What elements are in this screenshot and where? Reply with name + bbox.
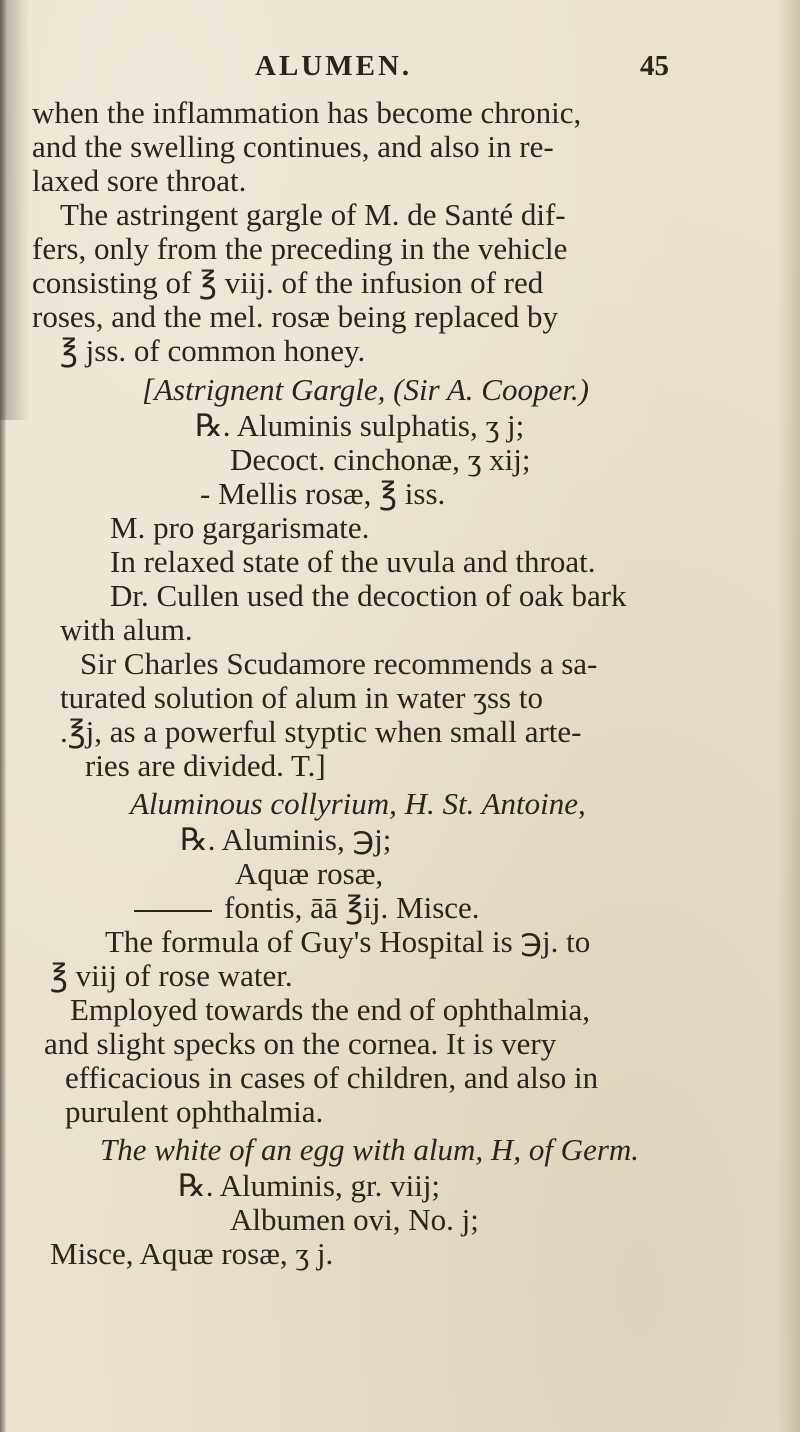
page-number: 45 <box>640 50 669 82</box>
recipe-line: Aquæ rosæ, <box>235 856 384 891</box>
text-line: efficacious in cases of children, and also in <box>65 1060 599 1095</box>
recipe-line: ℞. Aluminis, ℈j; <box>180 822 392 857</box>
text-line: ℥ viij of rose water. <box>50 958 293 993</box>
recipe-line: Albumen ovi, No. j; <box>230 1202 479 1237</box>
recipe-title: [Astrignent Gargle, (Sir A. Cooper.) <box>142 372 589 407</box>
text-line: Dr. Cullen used the decoction of oak bark <box>110 578 627 613</box>
recipe-line: Misce, Aquæ rosæ, ʒ j. <box>50 1236 334 1271</box>
recipe-line: M. pro gargarismate. <box>110 510 370 545</box>
text-line: consisting of ℥ viij. of the infusion of red <box>32 265 544 300</box>
text-line: purulent ophthalmia. <box>65 1094 324 1129</box>
text-line: The formula of Guy's Hospital is ℈j. to <box>105 924 591 959</box>
text-line: ℥ jss. of common honey. <box>60 333 366 368</box>
text-line: turated solution of alum in water ʒss to <box>60 680 543 715</box>
text-line: roses, and the mel. rosæ being replaced by <box>32 299 558 334</box>
recipe-line: ℞. Aluminis, gr. viij; <box>178 1168 441 1203</box>
recipe-line: Decoct. cinchonæ, ʒ xij; <box>230 442 531 477</box>
text-line: and the swelling continues, and also in re- <box>32 129 554 164</box>
text-line: The astringent gargle of M. de Santé dif- <box>60 197 566 232</box>
text-line: Sir Charles Scudamore recommends a sa- <box>80 646 598 681</box>
recipe-title: The white of an egg with alum, H, of Germ. <box>100 1132 640 1167</box>
recipe-line: - Mellis rosæ, ℥ iss. <box>200 476 446 511</box>
text-line: ries are divided. T.] <box>85 748 326 783</box>
text-line: In relaxed state of the uvula and throat. <box>110 544 596 579</box>
recipe-line: ℞. Aluminis sulphatis, ʒ j; <box>195 408 525 443</box>
recipe-line <box>134 890 480 926</box>
text-line: fers, only from the preceding in the vehicle <box>32 231 568 266</box>
recipe-title: Aluminous collyrium, H. St. Antoine, <box>130 786 586 821</box>
page-header <box>0 50 800 90</box>
text-line: laxed sore throat. <box>32 163 247 198</box>
text-line: Employed towards the end of ophthalmia, <box>70 992 590 1027</box>
text-line: .℥j, as a powerful styptic when small arte- <box>60 714 582 749</box>
text-line: with alum. <box>60 612 193 647</box>
running-head: ALUMEN. <box>255 50 413 82</box>
recipe-line-text: fontis, āā ℥ij. Misce. <box>224 890 480 925</box>
text-line: and slight specks on the cornea. It is very <box>44 1026 557 1061</box>
text-line: when the inflammation has become chronic, <box>32 95 582 130</box>
page-right-edge <box>778 0 800 1432</box>
ditto-rule <box>134 910 212 912</box>
